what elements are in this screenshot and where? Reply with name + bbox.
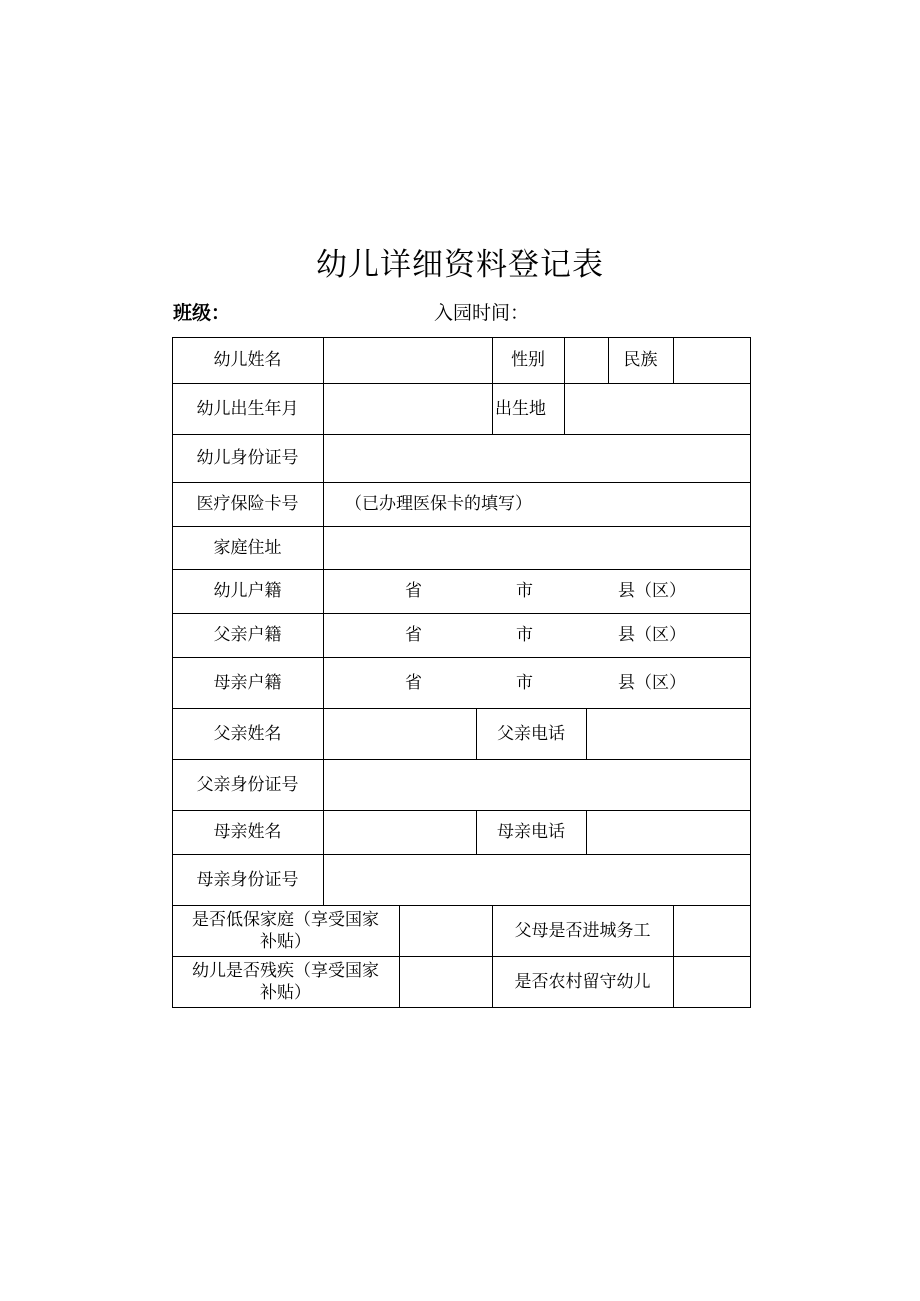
mother-phone-field[interactable] (586, 810, 750, 854)
registration-form-table (172, 337, 751, 1008)
enrollment-date-label: 入园时间： (434, 302, 530, 324)
child-hukou-label: 幼儿户籍 (213, 581, 282, 601)
child-name-label: 幼儿姓名 (213, 350, 282, 370)
address-field[interactable] (323, 526, 750, 569)
birthplace-field[interactable] (564, 383, 750, 434)
low-income-label (172, 905, 399, 956)
child-name-field[interactable] (323, 337, 492, 383)
mother-id-label: 母亲身份证号 (196, 869, 299, 890)
child-hukou-city: 市 (516, 581, 533, 601)
mother-hukou-county: 县（区） (618, 673, 686, 693)
child-id-field[interactable] (323, 434, 750, 482)
mother-hukou-province: 省 (405, 673, 422, 693)
low-income-label-line1: 是否低保家庭（享受国家 (192, 909, 379, 930)
birth-date-label: 幼儿出生年月 (196, 398, 299, 419)
class-label: 班级： (173, 302, 231, 324)
insurance-field[interactable]: （已办理医保卡的填写） (345, 494, 532, 514)
mother-id-field[interactable] (323, 854, 750, 905)
father-phone-label: 父亲电话 (497, 723, 565, 744)
father-phone-field[interactable] (586, 708, 750, 759)
father-id-field[interactable] (323, 759, 750, 810)
migrant-parents-label: 父母是否进城务工 (514, 920, 651, 941)
father-hukou-province: 省 (405, 625, 422, 645)
gender-label: 性别 (511, 350, 545, 370)
disabled-label (172, 956, 399, 1007)
disabled-label-line2: 补贴） (260, 982, 311, 1003)
ethnicity-label: 民族 (623, 350, 658, 370)
birth-date-field[interactable] (323, 383, 492, 434)
father-name-label: 父亲姓名 (213, 723, 282, 744)
birthplace-label: 出生地 (495, 398, 546, 419)
low-income-field[interactable] (399, 905, 492, 956)
form-title: 幼儿详细资料登记表 (316, 247, 604, 283)
low-income-label-line2: 补贴） (260, 931, 311, 952)
father-hukou-label: 父亲户籍 (213, 625, 282, 645)
child-id-label: 幼儿身份证号 (196, 448, 299, 468)
gender-field[interactable] (564, 337, 608, 383)
migrant-parents-field[interactable] (673, 905, 750, 956)
address-label: 家庭住址 (213, 537, 282, 558)
father-hukou-city: 市 (516, 625, 533, 645)
left-behind-field[interactable] (673, 956, 750, 1007)
child-hukou-county: 县（区） (618, 581, 686, 601)
father-hukou-county: 县（区） (618, 625, 686, 645)
father-id-label: 父亲身份证号 (196, 774, 299, 795)
child-hukou-province: 省 (405, 581, 422, 601)
mother-name-field[interactable] (323, 810, 476, 854)
father-name-field[interactable] (323, 708, 476, 759)
mother-name-label: 母亲姓名 (213, 822, 282, 842)
left-behind-label: 是否农村留守幼儿 (514, 971, 651, 992)
ethnicity-field[interactable] (673, 337, 750, 383)
disabled-label-line1: 幼儿是否残疾（享受国家 (192, 960, 379, 981)
mother-hukou-label: 母亲户籍 (213, 672, 282, 693)
disabled-field[interactable] (399, 956, 492, 1007)
mother-phone-label: 母亲电话 (497, 822, 565, 842)
mother-hukou-city: 市 (516, 673, 533, 693)
insurance-label: 医疗保险卡号 (196, 494, 299, 514)
